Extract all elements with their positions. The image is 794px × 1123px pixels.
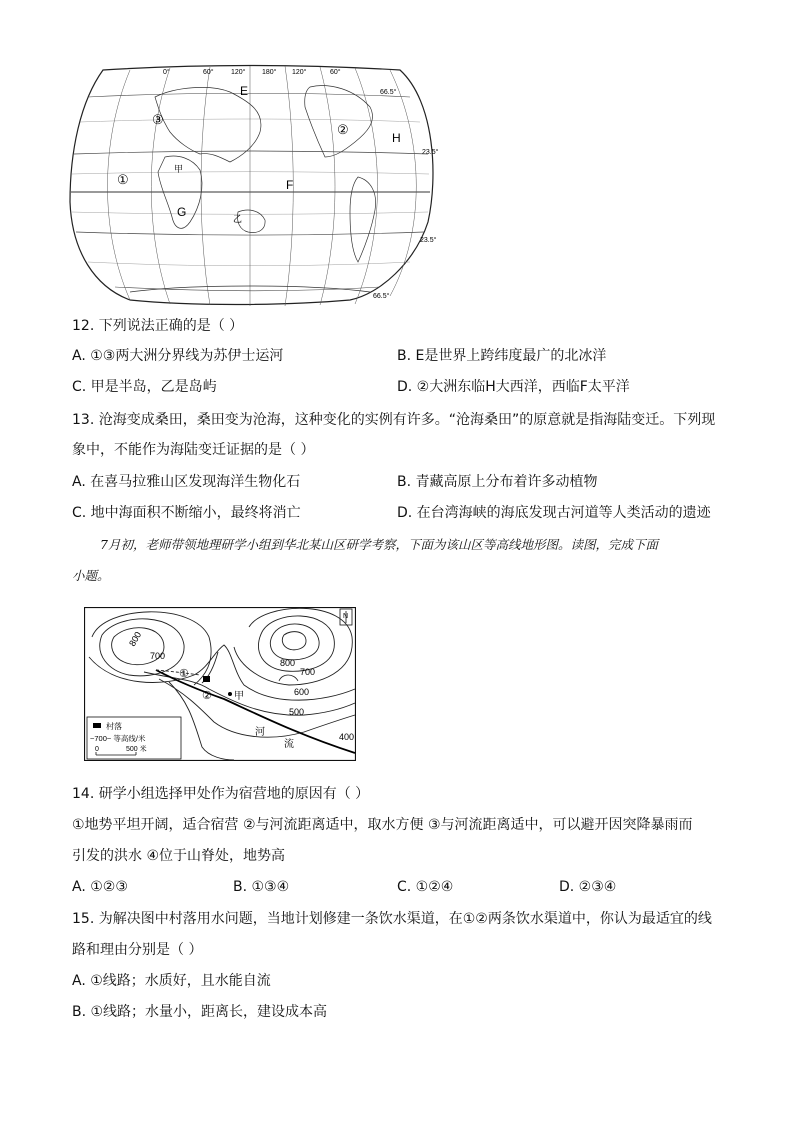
legend-contour: ~700~ 等高线/米 [90,734,146,743]
q14-stem: 14. 研学小组选择甲处作为宿营地的原因有（ ） [72,786,370,802]
q14-statement-line2: 引发的洪水 ④位于山脊处，地势高 [72,848,286,864]
q13-option-a[interactable]: A. 在喜马拉雅山区发现海洋生物化石 [72,474,301,490]
q14-option-d[interactable]: D. ②③④ [559,879,617,895]
lat-label: 66.5° [373,293,390,300]
lon-label: 180° [262,69,277,76]
q12-stem: 12. 下列说法正确的是（ ） [72,318,244,334]
svg-text:N: N [343,613,349,620]
world-map [60,62,440,307]
q13-option-b[interactable]: B. 青藏高原上分布着许多动植物 [397,474,598,490]
marker-two: ② [337,122,349,137]
q12-option-c[interactable]: C. 甲是半岛，乙是岛屿 [72,379,217,395]
contour-label: 800 [280,658,296,668]
contour-label: 400 [339,732,355,742]
lat-label: 66.5° [380,89,397,96]
contour-label: 700 [150,651,166,661]
lat-label: 23.5° [422,149,439,156]
river-label: 流 [284,739,294,750]
north-arrow-icon [340,609,352,625]
label-F: F [286,178,294,192]
marker-three: ③ [152,112,164,127]
label-E: E [240,84,249,98]
contour-label: 700 [300,667,316,677]
q14-option-b[interactable]: B. ①③④ [233,879,290,895]
legend [87,717,181,759]
marker-one: ① [117,172,129,187]
jia-point [228,692,232,696]
lon-label: 120° [292,69,307,76]
legend-scale-zero: 0 [95,746,99,753]
q12-option-b[interactable]: B. E是世界上跨纬度最广的北冰洋 [397,348,607,364]
q13-stem-line2: 象中，不能作为海陆变迁证据的是（ ） [72,442,315,458]
lat-label: 23.5° [420,237,437,244]
q14-statement-line1: ①地势平坦开阔，适合宿营 ②与河流距离适中，取水方便 ③与河流距离适中，可以避开因突降暴雨而 [72,817,693,833]
label-jia: 甲 [174,164,184,174]
contour-label: 500 [289,707,305,717]
legend-village: 村落 [106,722,122,731]
village-marker [203,676,210,682]
lon-label: 0° [163,69,170,76]
q15-stem-line1: 15. 为解决图中村落用水问题，当地计划修建一条饮水渠道，在①②两条饮水渠道中，你认为最适宜的线 [72,911,712,927]
q14-option-a[interactable]: A. ①②③ [72,879,128,895]
q15-option-a[interactable]: A. ①线路；水质好，且水能自流 [72,973,271,989]
lon-label: 120° [231,69,246,76]
contour-map [84,607,356,761]
q13-option-c[interactable]: C. 地中海面积不断缩小，最终将消亡 [72,505,301,521]
q13-option-d[interactable]: D. 在台湾海峡的海底发现古河道等人类活动的遗迹 [397,505,711,521]
intro-line1: 7月初，老师带领地理研学小组到华北某山区研学考察，下面为该山区等高线地形图。读图，完成下面 [100,537,658,552]
contour-label: 600 [294,687,310,697]
q12-option-a[interactable]: A. ①③两大洲分界线为苏伊士运河 [72,348,284,364]
q13-stem-line1: 13. 沧海变成桑田，桑田变为沧海，这种变化的实例有许多。“沧海桑田”的原意就是指海陆变迁。下列现 [72,412,716,428]
legend-scale: 500 米 [126,746,147,753]
label-H: H [392,131,401,145]
q12-option-d[interactable]: D. ②大洲东临H大西洋，西临F太平洋 [397,379,630,395]
contour-label: 800 [127,629,144,648]
intro-line2: 小题。 [72,568,110,583]
q15-stem-line2: 路和理由分别是（ ） [72,942,203,958]
route-1-label: ① [179,668,189,680]
label-G: G [177,205,187,219]
river-label: 河 [255,727,265,738]
route-2-label: ② [202,690,212,702]
jia-label: 甲 [234,691,244,702]
lon-label: 60° [203,69,214,76]
q14-option-c[interactable]: C. ①②④ [397,879,454,895]
q15-option-b[interactable]: B. ①线路；水量小，距离长，建设成本高 [72,1004,328,1020]
lon-label: 60° [330,69,341,76]
label-yi: 乙 [233,214,243,224]
